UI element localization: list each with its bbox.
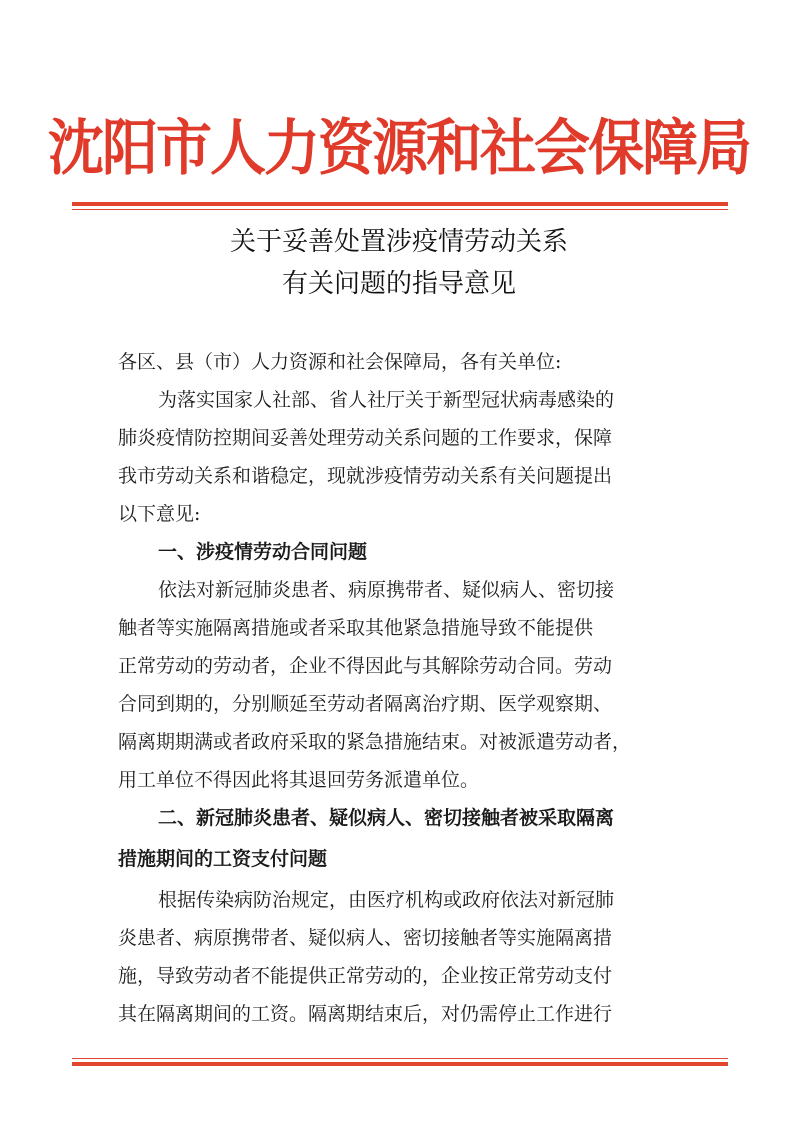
document-title-line-2: 有关问题的指导意见 <box>281 269 516 299</box>
bottom-rule-thin <box>72 1058 728 1059</box>
section-2-line: 其在隔离期间的工资。隔离期结束后，对仍需停止工作进行 <box>118 1003 613 1025</box>
intro-line: 为落实国家人社部、省人社厅关于新型冠状病毒感染的 <box>158 389 615 411</box>
section-2-line: 施，导致劳动者不能提供正常劳动的，企业按正常劳动支付 <box>118 965 613 987</box>
intro-line: 以下意见: <box>118 503 201 525</box>
section-2-heading-cont: 措施期间的工资支付问题 <box>118 848 328 870</box>
section-2-line: 根据传染病防治规定，由医疗机构或政府依法对新冠肺 <box>158 889 615 911</box>
section-1-line: 依法对新冠肺炎患者、病原携带者、疑似病人、密切接 <box>158 579 615 601</box>
top-rule-thick <box>72 202 728 206</box>
intro-line: 我市劳动关系和谐稳定，现就涉疫情劳动关系有关问题提出 <box>118 465 613 487</box>
section-1-line: 正常劳动的劳动者，企业不得因此与其解除劳动合同。劳动 <box>118 655 613 677</box>
section-2-heading: 二、新冠肺炎患者、疑似病人、密切接触者被采取隔离 <box>158 807 615 829</box>
section-1-line: 隔离期期满或者政府采取的紧急措施结束。对被派遣劳动者， <box>118 731 632 753</box>
section-1-line: 触者等实施隔离措施或者采取其他紧急措施导致不能提供 <box>118 617 594 639</box>
document-title-line-1: 关于妥善处置涉疫情劳动关系 <box>229 227 568 257</box>
section-1-line: 用工单位不得因此将其退回劳务派遣单位。 <box>118 769 480 791</box>
intro-line: 肺炎疫情防控期间妥善处理劳动关系问题的工作要求，保障 <box>118 427 613 449</box>
top-rule-thin <box>72 209 728 210</box>
document-body <box>118 343 688 1033</box>
bottom-red-rule <box>72 1058 728 1066</box>
bottom-rule-thick <box>72 1062 728 1066</box>
section-1-heading: 一、涉疫情劳动合同问题 <box>158 541 368 563</box>
section-2-line: 炎患者、病原携带者、疑似病人、密切接触者等实施隔离措 <box>118 927 613 949</box>
top-red-rule <box>72 202 728 210</box>
section-1-line: 合同到期的，分别顺延至劳动者隔离治疗期、医学观察期、 <box>118 693 613 715</box>
masthead-title: 沈阳市人力资源和社会保障局 <box>48 112 750 184</box>
addressee: 各区、县（市）人力资源和社会保障局，各有关单位: <box>118 351 562 373</box>
